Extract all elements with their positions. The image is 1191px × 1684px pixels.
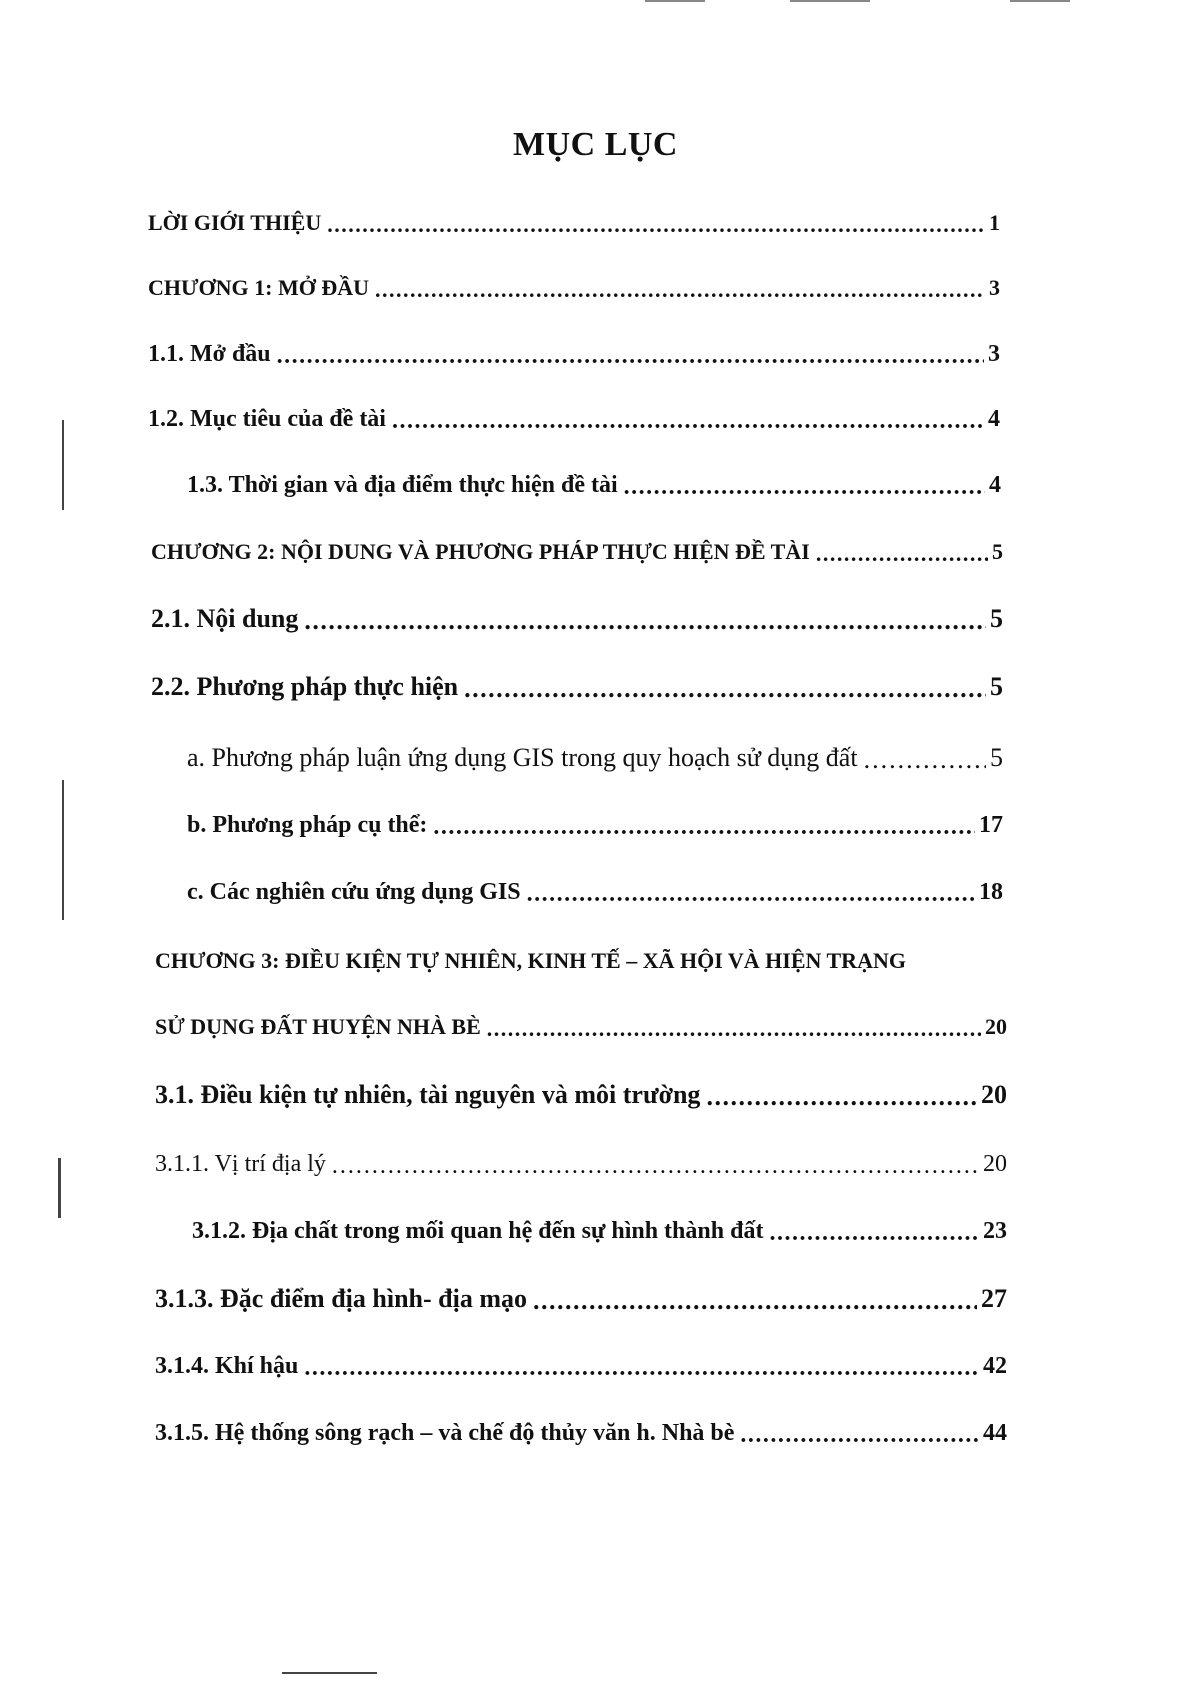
scan-mark: [58, 1158, 61, 1218]
dot-leader: [864, 745, 986, 774]
toc-entry-page: 5: [990, 672, 1003, 701]
toc-entry: [151, 604, 1003, 634]
toc-entry: [151, 672, 1003, 702]
toc-entry-page: 4: [988, 406, 1000, 432]
toc-entry-page: 4: [989, 472, 1001, 498]
dot-leader: [533, 1286, 977, 1315]
toc-entry: [148, 341, 1000, 368]
dot-leader: [527, 881, 975, 907]
toc-entry-page: 44: [983, 1420, 1007, 1446]
toc-entry: [155, 1014, 1007, 1040]
toc-entry-label: 3.1.5. Hệ thống sông rạch – và chế độ thủy văn h. Nhà bè: [155, 1420, 735, 1446]
toc-entry-label: 3.1. Điều kiện tự nhiên, tài nguyên và môi trường: [155, 1080, 701, 1109]
toc-entry: [151, 539, 1003, 565]
toc-entry-label: CHƯƠNG 3: ĐIỀU KIỆN TỰ NHIÊN, KINH TẾ – XÃ HỘI VÀ HIỆN TRẠNG: [155, 948, 906, 973]
toc-entry-label: SỬ DỤNG ĐẤT HUYỆN NHÀ BÈ: [155, 1014, 481, 1039]
dot-leader: [304, 1355, 979, 1381]
toc-entry-page: 1: [989, 210, 1000, 235]
toc-entry-page: 17: [979, 812, 1003, 838]
toc-entry-label: 3.1.4. Khí hậu: [155, 1353, 299, 1379]
toc-entry: [187, 472, 1001, 499]
toc-entry-label: 2.2. Phương pháp thực hiện: [151, 672, 459, 701]
toc-entry-page: 20: [985, 1014, 1007, 1039]
toc-entry-label: CHƯƠNG 1: MỞ ĐẦU: [148, 275, 369, 300]
toc-entry-page: 42: [983, 1353, 1007, 1379]
dot-leader: [706, 1082, 977, 1111]
dot-leader: [464, 674, 986, 703]
dot-leader: [487, 1016, 981, 1040]
toc-entry-label: 1.2. Mục tiêu của đề tài: [148, 406, 386, 432]
scan-mark: [1010, 0, 1070, 2]
scan-mark: [62, 780, 64, 920]
toc-entry: [155, 1353, 1007, 1380]
toc-title: MỤC LỤC: [513, 126, 678, 163]
toc-entry-page: 18: [979, 879, 1003, 905]
toc-entry-label: b. Phương pháp cụ thể:: [187, 812, 428, 838]
toc-entry-label: LỜI GIỚI THIỆU: [148, 210, 322, 235]
scan-mark: [62, 420, 64, 510]
toc-entry-label: 3.1.1. Vị trí địa lý: [155, 1151, 326, 1177]
dot-leader: [740, 1422, 979, 1448]
toc-entry-label: 1.1. Mở đầu: [148, 341, 271, 367]
dot-leader: [392, 408, 984, 434]
dot-leader: [332, 1153, 979, 1179]
toc-entry-label: 3.1.2. Địa chất trong mối quan hệ đến sự hình thành đất: [192, 1218, 764, 1244]
toc-entry-page: 5: [992, 539, 1003, 564]
toc-entry-page: 5: [990, 604, 1003, 633]
toc-entry-label: 2.1. Nội dung: [151, 604, 299, 633]
toc-entry: [187, 812, 1003, 839]
dot-leader: [375, 277, 985, 301]
toc-entry-page: 3: [988, 341, 1000, 367]
toc-entry-page: 23: [983, 1218, 1007, 1244]
toc-entry-label: 3.1.3. Đặc điểm địa hình- địa mạo: [155, 1284, 527, 1313]
toc-entry: [155, 1080, 1007, 1110]
toc-entry: [148, 210, 1000, 236]
dot-leader: [277, 343, 984, 369]
scan-mark: [645, 0, 705, 2]
toc-entry: [155, 1284, 1007, 1314]
scan-mark: [790, 0, 870, 2]
toc-entry-page: 20: [983, 1151, 1007, 1177]
toc-entry-label: c. Các nghiên cứu ứng dụng GIS: [187, 879, 521, 905]
dot-leader: [327, 212, 985, 236]
toc-entry-label: CHƯƠNG 2: NỘI DUNG VÀ PHƯƠNG PHÁP THỰC HIỆN ĐỀ TÀI: [151, 539, 810, 564]
scan-mark: [282, 1672, 377, 1674]
toc-entry-label: a. Phương pháp luận ứng dụng GIS trong quy hoạch sử dụng đất: [187, 743, 858, 772]
toc-entry-label: 1.3. Thời gian và địa điểm thực hiện đề tài: [187, 472, 618, 498]
toc-entry-page: 3: [989, 275, 1000, 300]
dot-leader: [433, 814, 975, 840]
toc-entry-page: 20: [981, 1080, 1007, 1109]
toc-entry: [155, 1151, 1007, 1178]
toc-entry-heading: [155, 948, 1003, 974]
toc-entry: [155, 1420, 1007, 1447]
dot-leader: [624, 474, 985, 500]
toc-entry: [187, 743, 1003, 773]
toc-entry: [192, 1218, 1007, 1245]
dot-leader: [304, 606, 986, 635]
dot-leader: [816, 541, 988, 565]
toc-entry-page: 5: [990, 743, 1003, 772]
toc-entry-page: 27: [981, 1284, 1007, 1313]
toc-entry: [148, 406, 1000, 433]
dot-leader: [769, 1220, 979, 1246]
toc-entry: [187, 879, 1003, 906]
toc-entry: [148, 275, 1000, 301]
